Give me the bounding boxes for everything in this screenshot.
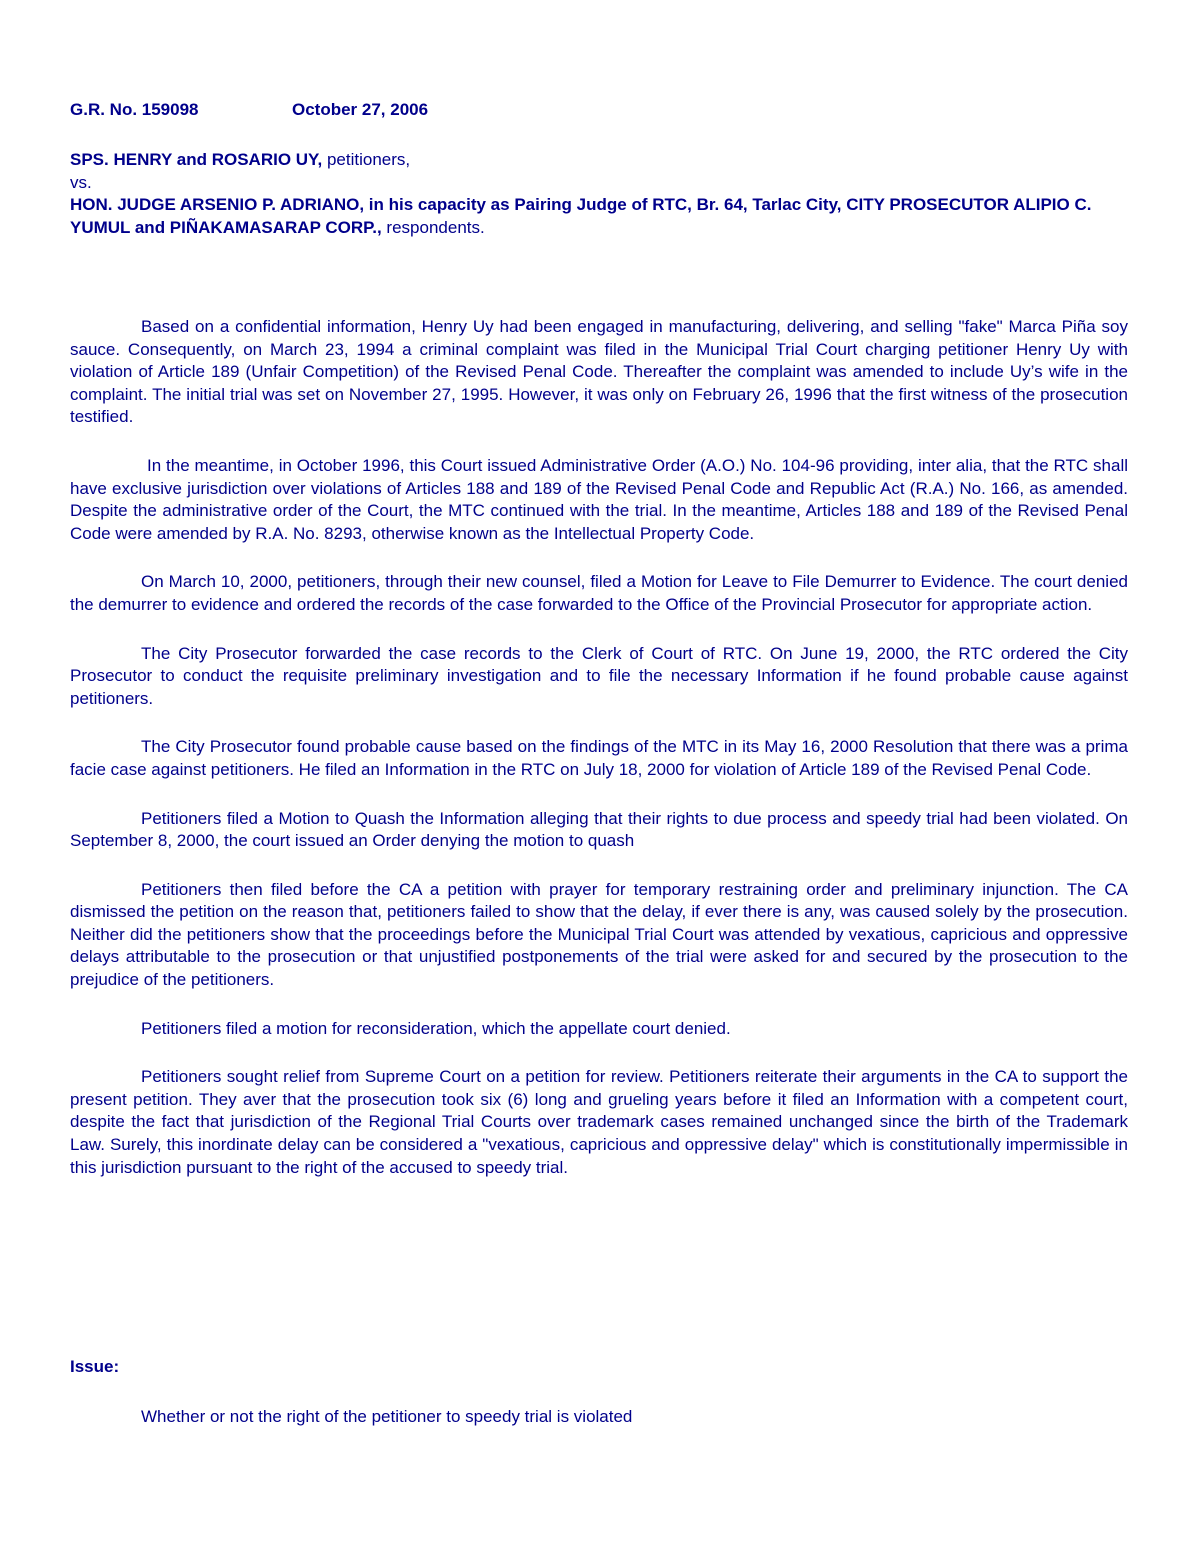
- petitioners-names: SPS. HENRY and ROSARIO UY,: [70, 150, 323, 169]
- facts-paragraph: Petitioners filed a motion for reconsideration, which the appellate court denied.: [141, 1018, 731, 1038]
- case-header: [70, 100, 429, 120]
- facts-paragraph: In the meantime, in October 1996, this Court issued Administrative Order (A.O.) No. 104-96 providing, inter alia, that the RTC shall have exclusive jurisdiction over violations of Articles 188 and 189 of the Revised Penal Code and Republic Act (R.A.) No. 166, as amended. Despite the administrative order of the Court, the MTC continued with the trial. In the meantime, Articles 188 and 189 of the Revised Penal Code were amended by R.A. No. 8293, otherwise known as the Intellectual Property Code.: [70, 455, 1128, 543]
- respondents-role: respondents.: [381, 217, 485, 237]
- case-facts: [70, 316, 1128, 1205]
- document-page: [70, 0, 1128, 1553]
- petitioners-role: petitioners,: [322, 150, 411, 169]
- facts-paragraph: Petitioners filed a Motion to Quash the Information alleging that their rights to due process and speedy trial had been violated. On September 8, 2000, the court issued an Order denying the motion to quash: [70, 808, 1128, 851]
- issue-heading: Issue:: [70, 1357, 120, 1376]
- facts-paragraph: The City Prosecutor found probable cause based on the findings of the MTC in its May 16, 2000 Resolution that there was a prima facie case against petitioners. He filed an Information in the RTC on July 18, 2000 for violation of Article 189 of the Revised Penal Code.: [70, 737, 1128, 779]
- versus-label: vs.: [70, 172, 92, 192]
- case-parties: [70, 149, 1128, 239]
- facts-paragraph: Petitioners sought relief from Supreme Court on a petition for review. Petitioners reiterate their arguments in the CA to support the present petition. They aver that the prosecution took six (6) long and grueling years before it filed an Information with a competent court, despite the fact that jurisdiction of the Regional Trial Courts over trademark cases remained unchanged since the birth of the Trademark Law. Surely, this inordinate delay can be considered a "vexatious, capricious and oppressive delay" which is constitutionally impermissible in this jurisdiction pursuant to the right of the accused to speedy trial.: [70, 1067, 1128, 1177]
- facts-paragraph: Petitioners then filed before the CA a petition with prayer for temporary restraining order and preliminary injunction. The CA dismissed the petition on the reason that, petitioners failed to show that the delay, if ever there is any, was caused solely by the prosecution. Neither did the petitioners show that the proceedings before the Municipal Trial Court was attended by vexatious, capricious and oppressive delays attributable to the prosecution or that unjustified postponements of the trial were asked for and secured by the prosecution to the prejudice of the petitioners.: [70, 879, 1128, 990]
- facts-paragraph: Based on a confidential information, Henry Uy had been engaged in manufacturing, delivering, and selling "fake" Marca Piña soy sauce. Consequently, on March 23, 1994 a criminal complaint was filed in the Municipal Trial Court charging petitioner Henry Uy with violation of Article 189 (Unfair Competition) of the Revised Penal Code. Thereafter the complaint was amended to include Uy’s wife in the complaint. The initial trial was set on November 27, 1995. However, it was only on February 26, 1996 that the first witness of the prosecution testified.: [70, 317, 1128, 427]
- facts-paragraph: The City Prosecutor forwarded the case records to the Clerk of Court of RTC. On June 19, 2000, the RTC ordered the City Prosecutor to conduct the requisite preliminary investigation and to file the necessary Information if he found probable cause against petitioners.: [70, 643, 1128, 708]
- respondents-line: [70, 194, 1128, 239]
- issue-text: Whether or not the right of the petitioner to speedy trial is violated: [141, 1407, 633, 1426]
- respondents-names: HON. JUDGE ARSENIO P. ADRIANO, in his capacity as Pairing Judge of RTC, Br. 64, Tarlac City, CITY PROSECUTOR ALIPIO C. YUMUL and PIÑAKAMASARAP CORP.,: [70, 195, 1092, 237]
- petitioners-line: [70, 149, 1128, 172]
- case-date: October 27, 2006: [292, 100, 429, 119]
- case-number: G.R. No. 159098: [70, 100, 199, 119]
- facts-paragraph: On March 10, 2000, petitioners, through their new counsel, filed a Motion for Leave to File Demurrer to Evidence. The court denied the demurrer to evidence and ordered the records of the case forwarded to the Office of the Provincial Prosecutor for appropriate action.: [70, 572, 1128, 614]
